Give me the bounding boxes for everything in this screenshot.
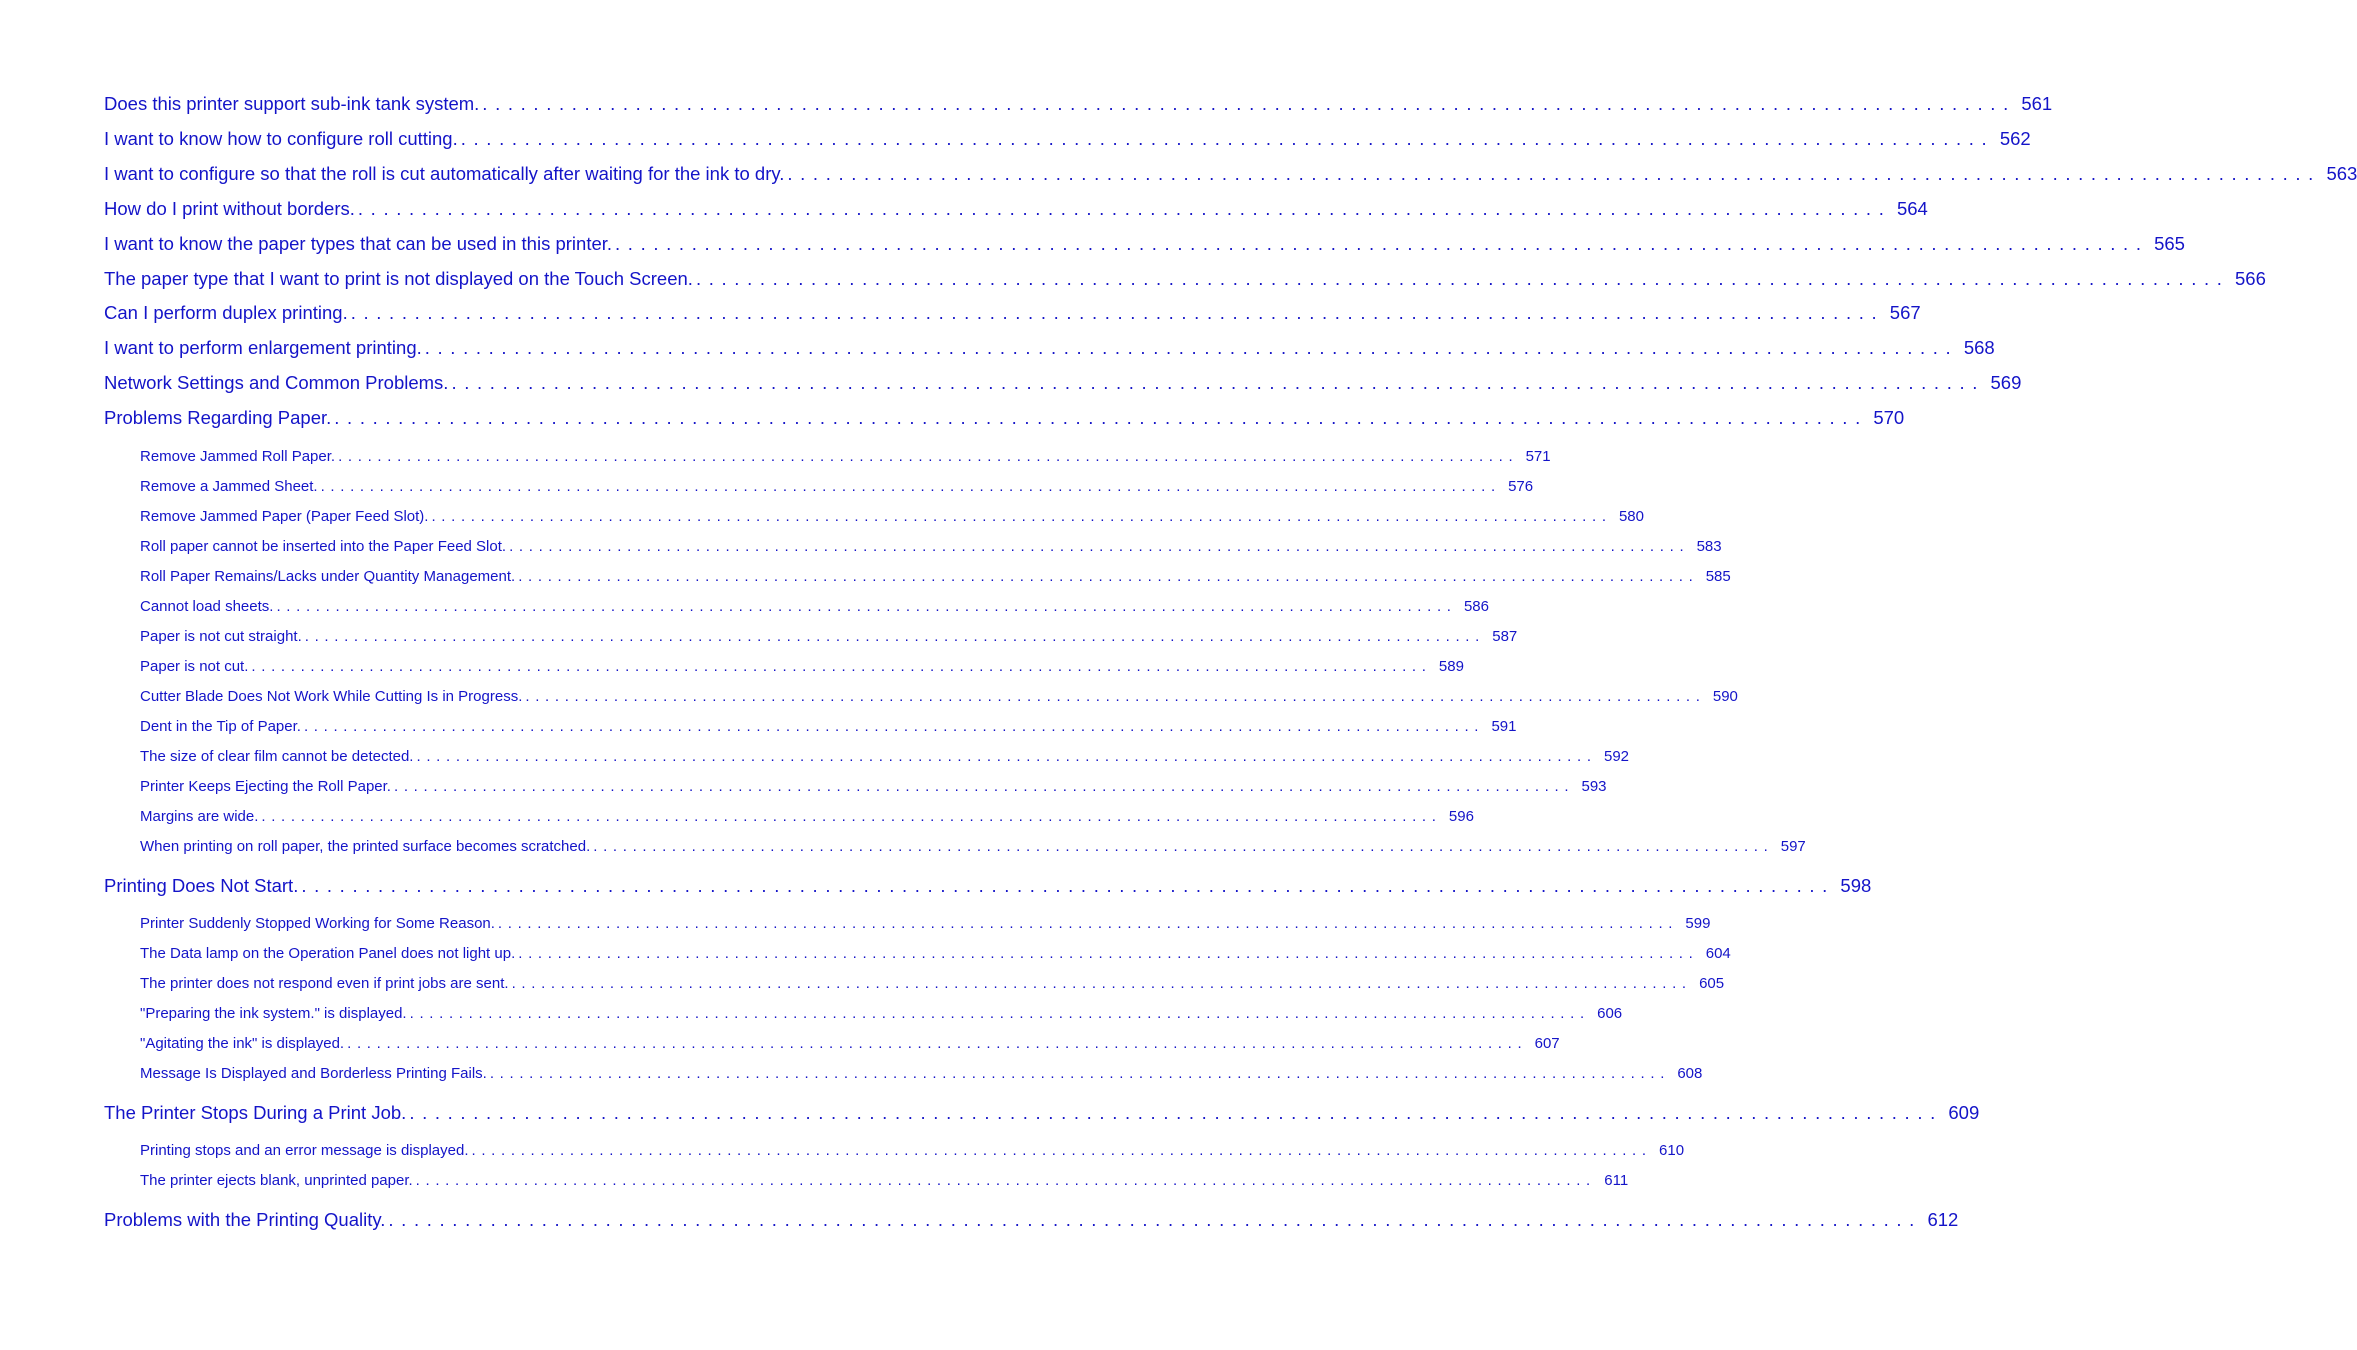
- dot-leader: . . . . . . . . . . . . . . . . . . . . . . . . . . . . . . . . . . . . . . . . . . . . . . . . . . . . . . . . . . . . . . . . . . . . . . . . . . . . . . . . . . . . . . . . . . . . . . . . . . . . . . . . . . . . . . . . . . . . . . . .: [409, 1005, 1585, 1022]
- toc-entry-page: 590: [1712, 688, 1738, 705]
- dot-leader: . . . . . . . . . . . . . . . . . . . . . . . . . . . . . . . . . . . . . . . . . . . . . . . . . . . . . . . . . . . . . . . . . . . . . . . . . . . . . . . . . . . . . . . . . . . . . . . . . . . . . . . . . . . . . . . . . . . . . . . .: [338, 448, 1513, 465]
- dot-leader: . . . . . . . . . . . . . . . . . . . . . . . . . . . . . . . . . . . . . . . . . . . . . . . . . . . . . . . . . . . . . . . . . . . . . . . . . . . . . . . . . . . . . . . . . . . . . . . . . . . . . . . . . . . . . . . . . . . . . . . .: [615, 233, 2141, 254]
- toc-entry-title: The paper type that I want to print is not displayed on the Touch Screen.: [104, 268, 693, 289]
- dot-leader: . . . . . . . . . . . . . . . . . . . . . . . . . . . . . . . . . . . . . . . . . . . . . . . . . . . . . . . . . . . . . . . . . . . . . . . . . . . . . . . . . . . . . . . . . . . . . . . . . . . . . . . . . . . . . . . . . . . . . . . .: [518, 568, 1693, 585]
- toc-entry-title: When printing on roll paper, the printed surface becomes scratched.: [140, 838, 591, 855]
- toc-entry-page: 610: [1659, 1142, 1685, 1159]
- toc-entry-title: I want to configure so that the roll is cut automatically after waiting for the ink to dry.: [104, 163, 785, 184]
- toc-subentry[interactable]: [140, 838, 1806, 855]
- toc-entry-title: Remove Jammed Roll Paper.: [140, 448, 336, 465]
- toc-entry-page: 566: [2235, 268, 2266, 289]
- toc-subentry[interactable]: [140, 748, 1630, 765]
- dot-leader: . . . . . . . . . . . . . . . . . . . . . . . . . . . . . . . . . . . . . . . . . . . . . . . . . . . . . . . . . . . . . . . . . . . . . . . . . . . . . . . . . . . . . . . . . . . . . . . . . . . . . . . . . . . . . . . . . . . . . . . .: [276, 598, 1451, 615]
- dot-leader: . . . . . . . . . . . . . . . . . . . . . . . . . . . . . . . . . . . . . . . . . . . . . . . . . . . . . . . . . . . . . . . . . . . . . . . . . . . . . . . . . . . . . . . . . . . . . . . . . . . . . . . . . . . . . . . . . . . . . . . .: [320, 478, 1496, 495]
- toc-entry[interactable]: [104, 1209, 1959, 1231]
- toc-entry-title: Problems Regarding Paper.: [104, 407, 332, 428]
- toc-entry-page: 580: [1618, 508, 1644, 525]
- toc-entry-title: Cannot load sheets.: [140, 598, 274, 615]
- dot-leader: . . . . . . . . . . . . . . . . . . . . . . . . . . . . . . . . . . . . . . . . . . . . . . . . . . . . . . . . . . . . . . . . . . . . . . . . . . . . . . . . . . . . . . . . . . . . . . . . . . . . . . . . . . . . . . . . . . . . . . . .: [416, 748, 1592, 765]
- toc-entry-page: 593: [1581, 778, 1607, 795]
- toc-entry-title: "Preparing the ink system." is displayed.: [140, 1005, 407, 1022]
- toc-entry-page: 611: [1604, 1172, 1629, 1189]
- toc-entry[interactable]: [104, 93, 2053, 115]
- toc-entry[interactable]: [104, 128, 2031, 150]
- toc-entry-title: Can I perform duplex printing.: [104, 302, 348, 323]
- toc-entry[interactable]: [104, 407, 1905, 429]
- toc-subentry[interactable]: [140, 628, 1518, 645]
- toc-subentry[interactable]: [140, 945, 1731, 962]
- toc-subentry[interactable]: [140, 1035, 1560, 1052]
- toc-subentry[interactable]: [140, 1142, 1685, 1159]
- toc-subentry[interactable]: [140, 718, 1517, 735]
- toc-entry[interactable]: [104, 875, 1872, 897]
- toc-subentry[interactable]: [140, 478, 1534, 495]
- toc-entry-title: Dent in the Tip of Paper.: [140, 718, 301, 735]
- dot-leader: . . . . . . . . . . . . . . . . . . . . . . . . . . . . . . . . . . . . . . . . . . . . . . . . . . . . . . . . . . . . . . . . . . . . . . . . . . . . . . . . . . . . . . . . . . . . . . . . . . . . . . . . . . . . . . . . . . . . . . . .: [471, 1142, 1647, 1159]
- toc-entry-title: The size of clear film cannot be detected.: [140, 748, 414, 765]
- toc-subentry[interactable]: [140, 688, 1738, 705]
- toc-entry-page: 591: [1491, 718, 1517, 735]
- toc-entry[interactable]: [104, 372, 2022, 394]
- dot-leader: . . . . . . . . . . . . . . . . . . . . . . . . . . . . . . . . . . . . . . . . . . . . . . . . . . . . . . . . . . . . . . . . . . . . . . . . . . . . . . . . . . . . . . . . . . . . . . . . . . . . . . . . . . . . . . . . . . . . . . . .: [261, 808, 1436, 825]
- toc-subentry[interactable]: [140, 538, 1722, 555]
- toc-entry-page: 576: [1508, 478, 1534, 495]
- dot-leader: . . . . . . . . . . . . . . . . . . . . . . . . . . . . . . . . . . . . . . . . . . . . . . . . . . . . . . . . . . . . . . . . . . . . . . . . . . . . . . . . . . . . . . . . . . . . . . . . . . . . . . . . . . . . . . . . . . . . . . . .: [525, 688, 1700, 705]
- toc-entry-title: "Agitating the ink" is displayed.: [140, 1035, 345, 1052]
- toc-entry[interactable]: [104, 198, 1928, 220]
- toc-entry-page: 599: [1685, 915, 1711, 932]
- dot-leader: . . . . . . . . . . . . . . . . . . . . . . . . . . . . . . . . . . . . . . . . . . . . . . . . . . . . . . . . . . . . . . . . . . . . . . . . . . . . . . . . . . . . . . . . . . . . . . . . . . . . . . . . . . . . . . . . . . . . . . . .: [304, 628, 1480, 645]
- toc-entry-title: Message Is Displayed and Borderless Printing Fails.: [140, 1065, 487, 1082]
- dot-leader: . . . . . . . . . . . . . . . . . . . . . . . . . . . . . . . . . . . . . . . . . . . . . . . . . . . . . . . . . . . . . . . . . . . . . . . . . . . . . . . . . . . . . . . . . . . . . . . . . . . . . . . . . . . . . . . . . . . . . . . .: [593, 838, 1768, 855]
- dot-leader: . . . . . . . . . . . . . . . . . . . . . . . . . . . . . . . . . . . . . . . . . . . . . . . . . . . . . . . . . . . . . . . . . . . . . . . . . . . . . . . . . . . . . . . . . . . . . . . . . . . . . . . . . . . . . . . . . . . . . . . .: [357, 198, 1884, 219]
- toc-entry-page: 597: [1780, 838, 1806, 855]
- toc-subentry[interactable]: [140, 1065, 1703, 1082]
- toc-subentry[interactable]: [140, 508, 1644, 525]
- dot-leader: . . . . . . . . . . . . . . . . . . . . . . . . . . . . . . . . . . . . . . . . . . . . . . . . . . . . . . . . . . . . . . . . . . . . . . . . . . . . . . . . . . . . . . . . . . . . . . . . . . . . . . . . . . . . . . . . . . . . . . . .: [393, 778, 1569, 795]
- dot-leader: . . . . . . . . . . . . . . . . . . . . . . . . . . . . . . . . . . . . . . . . . . . . . . . . . . . . . . . . . . . . . . . . . . . . . . . . . . . . . . . . . . . . . . . . . . . . . . . . . . . . . . . . . . . . . . . . . . . . . . . .: [509, 538, 1684, 555]
- toc-entry-title: Remove Jammed Paper (Paper Feed Slot).: [140, 508, 429, 525]
- dot-leader: . . . . . . . . . . . . . . . . . . . . . . . . . . . . . . . . . . . . . . . . . . . . . . . . . . . . . . . . . . . . . . . . . . . . . . . . . . . . . . . . . . . . . . . . . . . . . . . . . . . . . . . . . . . . . . . . . . . . . . . .: [511, 975, 1687, 992]
- toc-entry-title: The Data lamp on the Operation Panel does not light up.: [140, 945, 516, 962]
- toc-entry-title: Cutter Blade Does Not Work While Cutting Is in Progress.: [140, 688, 523, 705]
- toc-entry-page: 608: [1677, 1065, 1703, 1082]
- dot-leader: . . . . . . . . . . . . . . . . . . . . . . . . . . . . . . . . . . . . . . . . . . . . . . . . . . . . . . . . . . . . . . . . . . . . . . . . . . . . . . . . . . . . . . . . . . . . . . . . . . . . . . . . . . . . . . . . . . . . . . . .: [518, 945, 1693, 962]
- toc-entry-title: The printer does not respond even if print jobs are sent.: [140, 975, 509, 992]
- toc-entry-title: Printer Suddenly Stopped Working for Some Reason.: [140, 915, 495, 932]
- toc-entry-title: Problems with the Printing Quality.: [104, 1209, 386, 1230]
- toc-entry-page: 612: [1927, 1209, 1959, 1230]
- toc-entry[interactable]: [104, 233, 2185, 255]
- dot-leader: . . . . . . . . . . . . . . . . . . . . . . . . . . . . . . . . . . . . . . . . . . . . . . . . . . . . . . . . . . . . . . . . . . . . . . . . . . . . . . . . . . . . . . . . . . . . . . . . . . . . . . . . . . . . . . . . . . . . . . . .: [497, 915, 1673, 932]
- toc-entry[interactable]: [104, 302, 1921, 324]
- toc-entry-page: 571: [1525, 448, 1551, 465]
- toc-entry-page: 609: [1948, 1102, 1980, 1123]
- toc-entry[interactable]: [104, 163, 2357, 185]
- toc-entry-title: Printing Does Not Start.: [104, 875, 299, 896]
- toc-entry[interactable]: [104, 268, 2266, 290]
- dot-leader: . . . . . . . . . . . . . . . . . . . . . . . . . . . . . . . . . . . . . . . . . . . . . . . . . . . . . . . . . . . . . . . . . . . . . . . . . . . . . . . . . . . . . . . . . . . . . . . . . . . . . . . . . . . . . . . . . . . . . . . .: [415, 1172, 1591, 1189]
- toc-entry-page: 589: [1438, 658, 1464, 675]
- dot-leader: . . . . . . . . . . . . . . . . . . . . . . . . . . . . . . . . . . . . . . . . . . . . . . . . . . . . . . . . . . . . . . . . . . . . . . . . . . . . . . . . . . . . . . . . . . . . . . . . . . . . . . . . . . . . . . . . . . . . . . . .: [460, 128, 1987, 149]
- toc-entry-page: 586: [1463, 598, 1489, 615]
- toc-entry-page: 565: [2154, 233, 2185, 254]
- toc-entry-page: 562: [1999, 128, 2031, 149]
- dot-leader: . . . . . . . . . . . . . . . . . . . . . . . . . . . . . . . . . . . . . . . . . . . . . . . . . . . . . . . . . . . . . . . . . . . . . . . . . . . . . . . . . . . . . . . . . . . . . . . . . . . . . . . . . . . . . . . . . . . . . . . .: [350, 302, 1877, 323]
- toc-entry-page: 607: [1534, 1035, 1560, 1052]
- dot-leader: . . . . . . . . . . . . . . . . . . . . . . . . . . . . . . . . . . . . . . . . . . . . . . . . . . . . . . . . . . . . . . . . . . . . . . . . . . . . . . . . . . . . . . . . . . . . . . . . . . . . . . . . . . . . . . . . . . . . . . . .: [482, 93, 2009, 114]
- toc-subentry[interactable]: [140, 915, 1711, 932]
- dot-leader: . . . . . . . . . . . . . . . . . . . . . . . . . . . . . . . . . . . . . . . . . . . . . . . . . . . . . . . . . . . . . . . . . . . . . . . . . . . . . . . . . . . . . . . . . . . . . . . . . . . . . . . . . . . . . . . . . . . . . . . .: [431, 508, 1606, 525]
- toc-subentry[interactable]: [140, 1172, 1629, 1189]
- toc-entry-title: I want to know the paper types that can be used in this printer.: [104, 233, 613, 254]
- toc-entry-page: 606: [1597, 1005, 1623, 1022]
- toc-entry-title: I want to perform enlargement printing.: [104, 337, 422, 358]
- dot-leader: . . . . . . . . . . . . . . . . . . . . . . . . . . . . . . . . . . . . . . . . . . . . . . . . . . . . . . . . . . . . . . . . . . . . . . . . . . . . . . . . . . . . . . . . . . . . . . . . . . . . . . . . . . . . . . . . . . . . . . . .: [424, 337, 1951, 358]
- toc-entry-title: Roll Paper Remains/Lacks under Quantity Management.: [140, 568, 516, 585]
- toc-entry-page: 567: [1889, 302, 1921, 323]
- toc-entry-page: 583: [1696, 538, 1722, 555]
- dot-leader: . . . . . . . . . . . . . . . . . . . . . . . . . . . . . . . . . . . . . . . . . . . . . . . . . . . . . . . . . . . . . . . . . . . . . . . . . . . . . . . . . . . . . . . . . . . . . . . . . . . . . . . . . . . . . . . . . . . . . . . .: [787, 163, 2314, 184]
- toc-entry-title: Remove a Jammed Sheet.: [140, 478, 318, 495]
- toc-entry-title: I want to know how to configure roll cutting.: [104, 128, 458, 149]
- dot-leader: . . . . . . . . . . . . . . . . . . . . . . . . . . . . . . . . . . . . . . . . . . . . . . . . . . . . . . . . . . . . . . . . . . . . . . . . . . . . . . . . . . . . . . . . . . . . . . . . . . . . . . . . . . . . . . . . . . . . . . . .: [347, 1035, 1522, 1052]
- toc-entry-title: Paper is not cut.: [140, 658, 249, 675]
- toc-entry[interactable]: [104, 1102, 1980, 1124]
- toc-subentry[interactable]: [140, 568, 1731, 585]
- toc-entry-page: 563: [2326, 163, 2357, 184]
- toc-entry[interactable]: [104, 337, 1995, 359]
- toc-entry-page: 604: [1705, 945, 1731, 962]
- toc-entry-page: 570: [1873, 407, 1905, 428]
- toc-entry-title: The printer ejects blank, unprinted paper.: [140, 1172, 413, 1189]
- toc-subentry[interactable]: [140, 658, 1464, 675]
- toc-entry-page: 605: [1699, 975, 1725, 992]
- dot-leader: . . . . . . . . . . . . . . . . . . . . . . . . . . . . . . . . . . . . . . . . . . . . . . . . . . . . . . . . . . . . . . . . . . . . . . . . . . . . . . . . . . . . . . . . . . . . . . . . . . . . . . . . . . . . . . . . . . . . . . . .: [489, 1065, 1665, 1082]
- dot-leader: . . . . . . . . . . . . . . . . . . . . . . . . . . . . . . . . . . . . . . . . . . . . . . . . . . . . . . . . . . . . . . . . . . . . . . . . . . . . . . . . . . . . . . . . . . . . . . . . . . . . . . . . . . . . . . . . . . . . . . . .: [251, 658, 1426, 675]
- toc-subentry[interactable]: [140, 778, 1607, 795]
- dot-leader: . . . . . . . . . . . . . . . . . . . . . . . . . . . . . . . . . . . . . . . . . . . . . . . . . . . . . . . . . . . . . . . . . . . . . . . . . . . . . . . . . . . . . . . . . . . . . . . . . . . . . . . . . . . . . . . . . . . . . . . .: [334, 407, 1861, 428]
- toc-entry-title: Network Settings and Common Problems.: [104, 372, 449, 393]
- toc-subentry[interactable]: [140, 808, 1474, 825]
- toc-entry-title: Printing stops and an error message is displayed.: [140, 1142, 469, 1159]
- dot-leader: . . . . . . . . . . . . . . . . . . . . . . . . . . . . . . . . . . . . . . . . . . . . . . . . . . . . . . . . . . . . . . . . . . . . . . . . . . . . . . . . . . . . . . . . . . . . . . . . . . . . . . . . . . . . . . . . . . . . . . . .: [451, 372, 1978, 393]
- dot-leader: . . . . . . . . . . . . . . . . . . . . . . . . . . . . . . . . . . . . . . . . . . . . . . . . . . . . . . . . . . . . . . . . . . . . . . . . . . . . . . . . . . . . . . . . . . . . . . . . . . . . . . . . . . . . . . . . . . . . . . . .: [409, 1102, 1936, 1123]
- dot-leader: . . . . . . . . . . . . . . . . . . . . . . . . . . . . . . . . . . . . . . . . . . . . . . . . . . . . . . . . . . . . . . . . . . . . . . . . . . . . . . . . . . . . . . . . . . . . . . . . . . . . . . . . . . . . . . . . . . . . . . . .: [695, 268, 2222, 289]
- toc-entry-page: 564: [1896, 198, 1928, 219]
- toc-entry-page: 598: [1840, 875, 1872, 896]
- toc-subentry[interactable]: [140, 1005, 1623, 1022]
- toc-entry-title: Does this printer support sub-ink tank system.: [104, 93, 480, 114]
- toc-entry-page: 569: [1990, 372, 2022, 393]
- toc-entry-page: 587: [1492, 628, 1518, 645]
- toc-subentry[interactable]: [140, 448, 1551, 465]
- toc-entry-page: 568: [1963, 337, 1995, 358]
- toc-entry-title: Roll paper cannot be inserted into the Paper Feed Slot.: [140, 538, 507, 555]
- toc-entry-page: 561: [2021, 93, 2053, 114]
- toc-subentry[interactable]: [140, 975, 1725, 992]
- toc-subentry[interactable]: [140, 598, 1489, 615]
- toc-entry-title: The Printer Stops During a Print Job.: [104, 1102, 407, 1123]
- toc-entry-page: 596: [1448, 808, 1474, 825]
- dot-leader: . . . . . . . . . . . . . . . . . . . . . . . . . . . . . . . . . . . . . . . . . . . . . . . . . . . . . . . . . . . . . . . . . . . . . . . . . . . . . . . . . . . . . . . . . . . . . . . . . . . . . . . . . . . . . . . . . . . . . . . .: [301, 875, 1828, 896]
- dot-leader: . . . . . . . . . . . . . . . . . . . . . . . . . . . . . . . . . . . . . . . . . . . . . . . . . . . . . . . . . . . . . . . . . . . . . . . . . . . . . . . . . . . . . . . . . . . . . . . . . . . . . . . . . . . . . . . . . . . . . . . .: [388, 1209, 1915, 1230]
- toc-entry-page: 592: [1603, 748, 1630, 765]
- toc-entry-page: 585: [1705, 568, 1731, 585]
- dot-leader: . . . . . . . . . . . . . . . . . . . . . . . . . . . . . . . . . . . . . . . . . . . . . . . . . . . . . . . . . . . . . . . . . . . . . . . . . . . . . . . . . . . . . . . . . . . . . . . . . . . . . . . . . . . . . . . . . . . . . . . .: [303, 718, 1479, 735]
- toc-entry-title: Margins are wide.: [140, 808, 259, 825]
- toc-entry-title: Paper is not cut straight.: [140, 628, 302, 645]
- toc-entry-title: Printer Keeps Ejecting the Roll Paper.: [140, 778, 391, 795]
- toc-entry-title: How do I print without borders.: [104, 198, 355, 219]
